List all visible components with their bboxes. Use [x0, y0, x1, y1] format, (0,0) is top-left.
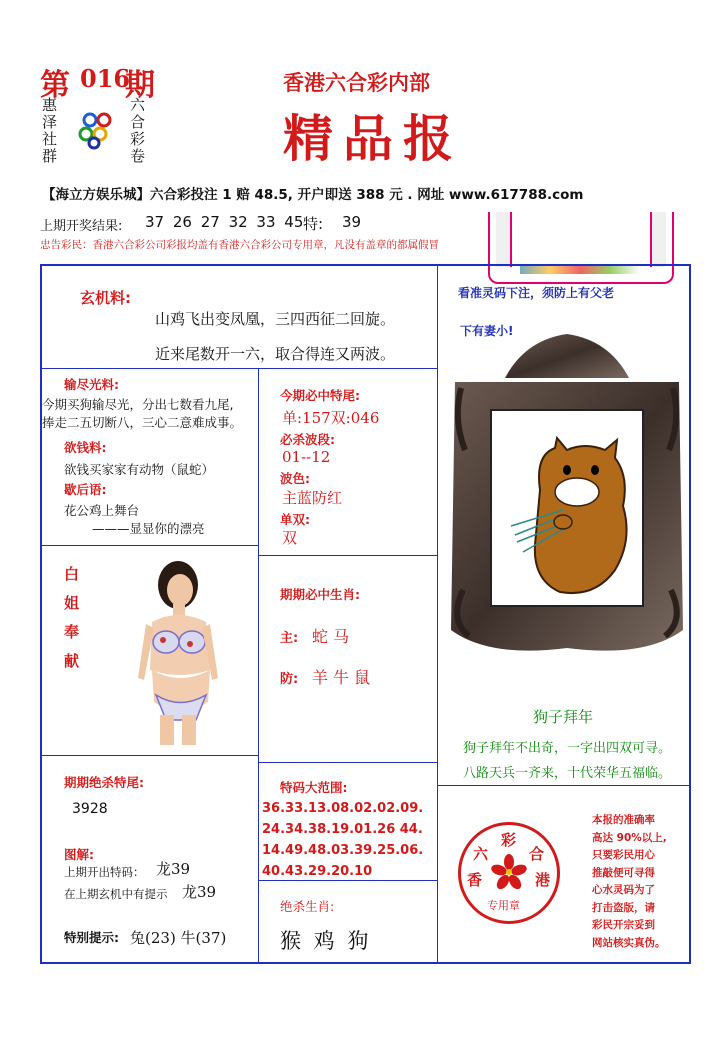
guard-zodiac-value: 羊 牛 鼠	[312, 668, 371, 687]
grid-row-4	[42, 755, 258, 756]
accuracy-note-line: 推敲便可寻得	[592, 866, 655, 879]
shujin-label: 输尽光料:	[64, 377, 119, 392]
grid-row-2	[42, 545, 258, 546]
accuracy-note-line: 本报的准确率	[592, 814, 655, 826]
wave-value: 01--12	[282, 448, 331, 466]
grid-row-6	[258, 880, 437, 881]
shujin-line1: 今期买狗输尽光，分出七数看九尾,	[42, 397, 234, 412]
model-photo	[130, 560, 225, 745]
advert-line: 【海立方娱乐城】六合彩投注 1 赔 48.5, 开户即送 388 元 . 网址 www.617788.com	[42, 187, 584, 203]
last-results-label: 上期开奖结果:	[40, 219, 123, 234]
xiehouyu-line1: 花公鸡上舞台	[64, 503, 140, 518]
tujie-line1-value: 龙39	[156, 860, 191, 878]
xiehouyu-label: 歇后语:	[64, 482, 107, 497]
ornate-picture-frame	[445, 330, 689, 660]
color-value: 主蓝防红	[282, 489, 343, 507]
xuanji-line1: 山鸡飞出变凤凰，三四西征二回旋。	[155, 310, 396, 328]
accuracy-note	[592, 812, 687, 952]
xiehouyu-line2: ———显显你的漂亮	[92, 521, 205, 536]
range-row: 36.33.13.08.02.02.09.	[262, 801, 424, 816]
shengxiao-label: 期期必中生肖:	[280, 587, 360, 602]
accuracy-note-line: 只要彩民用心	[592, 849, 655, 861]
hint-line2: 下有妻小!	[460, 324, 514, 338]
main-zodiac-label: 主:	[280, 631, 299, 646]
frame-top	[40, 264, 691, 266]
juesha-tail-value: 3928	[72, 801, 108, 817]
lottery-name: 六合彩卷	[128, 97, 146, 165]
yuqian-label: 欲钱料:	[64, 440, 107, 455]
issue-prefix: 第	[40, 68, 70, 103]
xuanji-line2: 近来尾数开一六，取合得连又两波。	[155, 345, 396, 363]
guard-zodiac-label: 防:	[280, 672, 299, 687]
accuracy-note-line: 高达 90%以上,	[592, 831, 667, 844]
shujin-line2: 捧走二五切断八，三心二意难成事。	[42, 415, 243, 430]
seal-char-top: 彩	[501, 831, 517, 849]
tujie-line2-label: 在上期玄机中有提示	[64, 887, 168, 901]
special-hint-value: 兔(23) 牛(37)	[130, 929, 227, 947]
frame-bottom	[40, 962, 691, 964]
grid-col-right	[437, 264, 438, 964]
picture-caption: 狗子拜年	[533, 708, 594, 726]
xuanji-label: 玄机料:	[80, 289, 131, 307]
seal-char-left2: 香	[467, 871, 483, 889]
bauhinia-flower-icon	[492, 855, 526, 889]
killed-zodiac-label: 绝杀生肖:	[280, 899, 335, 914]
poem-line2: 八路天兵一齐来，十代荣华五福临。	[463, 766, 672, 781]
range-row: 24.34.38.19.01.26 44.	[262, 822, 423, 837]
grid-row-3	[258, 555, 437, 556]
main-zodiac-value: 蛇 马	[312, 627, 350, 646]
oddeven-label: 单双:	[280, 512, 310, 527]
killed-zodiac-value: 猴 鸡 狗	[280, 929, 372, 953]
official-seal	[458, 822, 560, 924]
yuqian-text: 欲钱买家家有动物（鼠蛇）	[64, 462, 215, 477]
seal-char-left: 六	[473, 845, 489, 863]
tujie-line1-label: 上期开出特码：	[64, 865, 145, 879]
tewei-label: 今期必中特尾:	[280, 388, 360, 403]
grid-row-1	[42, 368, 437, 369]
color-label: 波色:	[280, 471, 310, 486]
club-name: 惠泽社群	[40, 97, 58, 165]
frame-left	[40, 264, 42, 964]
paper-title: 香港六合彩内部	[283, 71, 430, 95]
tujie-label: 图解:	[64, 847, 94, 862]
range-label: 特码大范围:	[280, 780, 348, 795]
grid-row-5	[258, 762, 437, 763]
rings-logo-icon	[78, 110, 118, 150]
hint-line1: 看准灵码下注，须防上有父老	[458, 286, 615, 300]
seal-char-right2: 港	[535, 871, 551, 889]
grid-row-7	[437, 785, 689, 786]
grid-col-mid	[258, 368, 259, 962]
model-caption: 白姐奉献	[64, 565, 80, 670]
tewei-value: 单:157双:046	[282, 409, 380, 427]
frame-right	[689, 264, 691, 964]
issue-number: 016	[80, 64, 131, 93]
accuracy-note-line: 打击盗版，请	[592, 901, 655, 914]
paper-big-title: 精品报	[283, 109, 463, 168]
tujie-line2-value: 龙39	[182, 883, 217, 901]
juesha-tail-label: 期期绝杀特尾:	[64, 775, 144, 790]
wave-label: 必杀波段:	[280, 432, 335, 447]
last-results-numbers: 37 26 27 32 33 45	[145, 213, 304, 231]
warning-text: 忠告彩民：香港六合彩公司彩报均盖有香港六合彩公司专用章，凡没有盖章的都属假冒	[40, 239, 439, 251]
poem-line1: 狗子拜年不出奇，一字出四双可寻。	[463, 741, 672, 756]
accuracy-note-line: 心水灵码为了	[592, 884, 655, 896]
seal-char-right: 合	[529, 845, 545, 863]
range-row: 40.43.29.20.10	[262, 864, 373, 879]
last-results-special: 39	[342, 213, 362, 231]
seal-bottom-text: 专用章	[487, 899, 520, 912]
accuracy-note-line: 彩民开宗妥到	[592, 919, 655, 931]
oddeven-value: 双	[282, 529, 298, 547]
accuracy-note-line: 网站核实真伪。	[592, 936, 666, 949]
issue-suffix: 期	[125, 68, 155, 103]
side-banner-frame	[488, 212, 674, 284]
range-row: 14.49.48.03.39.25.06.	[262, 843, 424, 858]
special-hint-label: 特别提示:	[64, 930, 119, 945]
last-results-special-label: 特:	[303, 215, 324, 233]
